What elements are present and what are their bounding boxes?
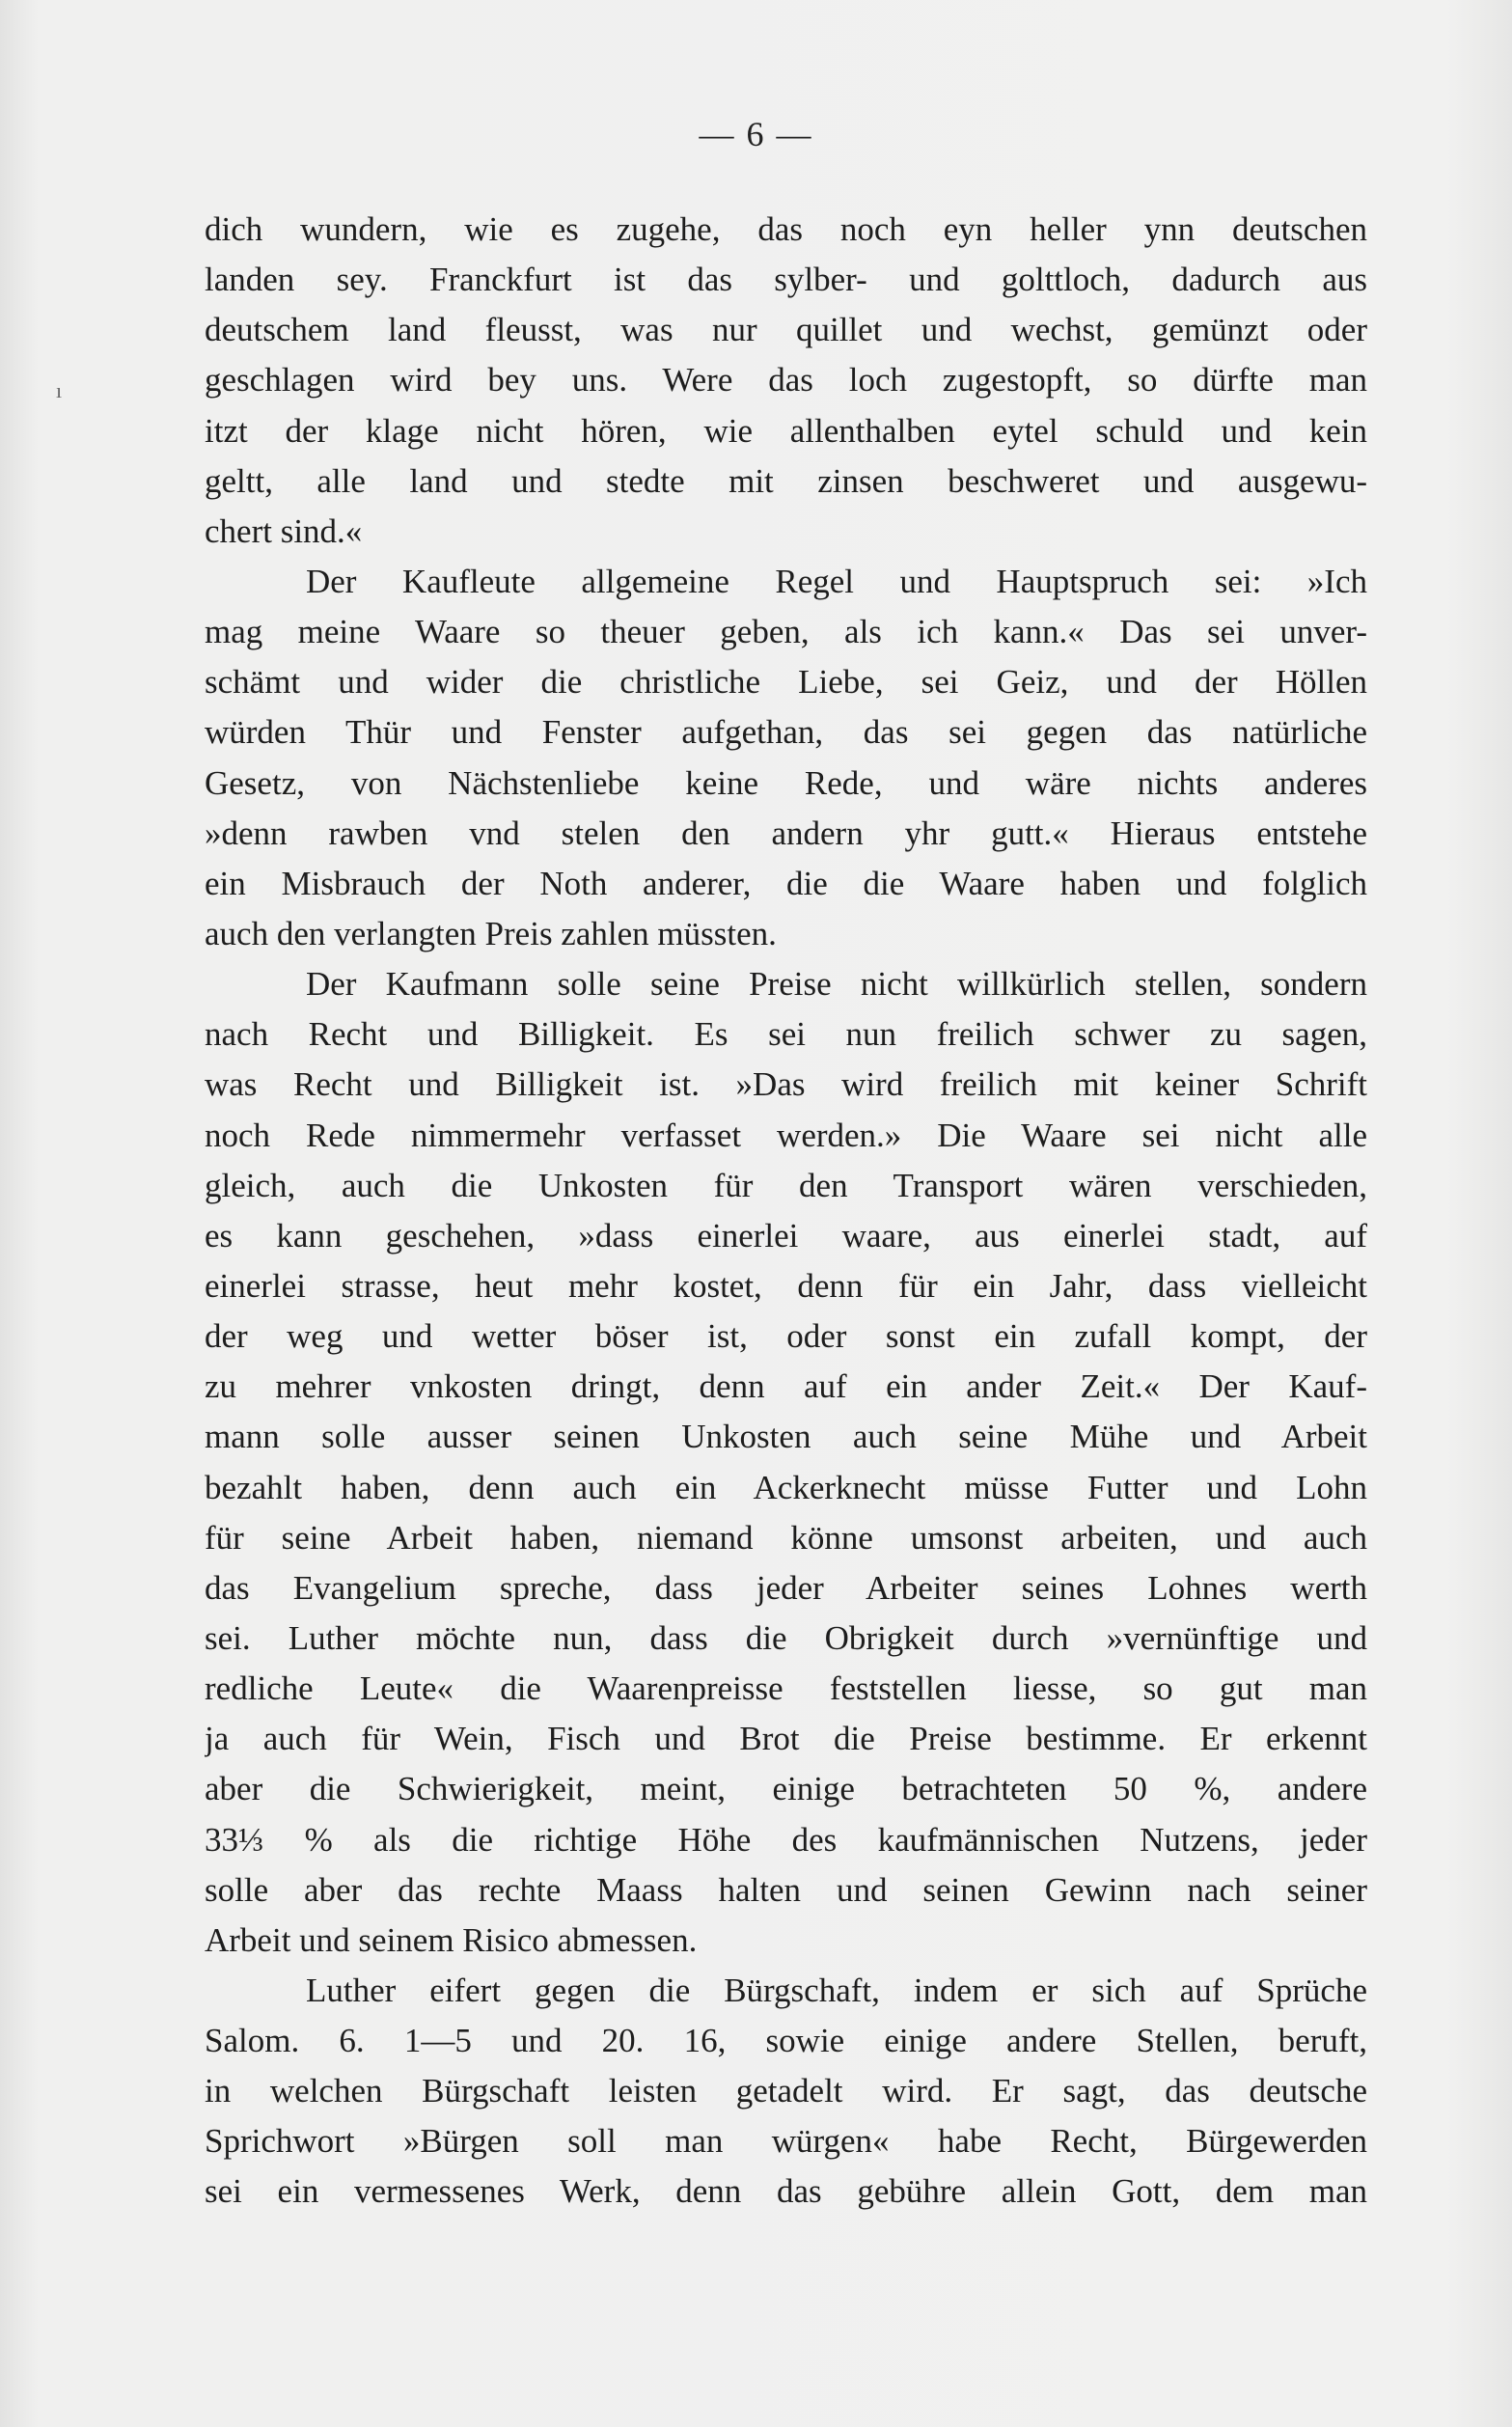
text-line: Der Kaufmann solle seine Preise nicht willkürlich stellen, sondern <box>306 965 1367 1004</box>
text-line: das Evangelium spreche, dass jeder Arbeiter seines Lohnes werth <box>205 1568 1367 1607</box>
text-line: ein Misbrauch der Noth anderer, die die Waare haben und folglich <box>205 864 1367 902</box>
text-line: ja auch für Wein, Fisch und Brot die Preise bestimme. Er erkennt <box>205 1720 1367 1758</box>
text-line: itzt der klage nicht hören, wie allenthalben eytel schuld und kein <box>205 411 1367 450</box>
text-line: schämt und wider die christliche Liebe, sei Geiz, und der Höllen <box>205 663 1367 702</box>
text-line: bezahlt haben, denn auch ein Ackerknecht müsse Futter und Lohn <box>205 1468 1367 1506</box>
text-line: landen sey. Franckfurt ist das sylber- und golttloch, dadurch aus <box>205 261 1367 299</box>
text-line: noch Rede nimmermehr verfasset werden.» Die Waare sei nicht alle <box>205 1116 1367 1154</box>
margin-mark: ı <box>56 378 63 402</box>
text-line: deutschem land fleusst, was nur quillet und wechst, gemünzt oder <box>205 311 1367 349</box>
text-line: 33⅓ % als die richtige Höhe des kaufmännischen Nutzens, jeder <box>205 1820 1367 1859</box>
text-line: der weg und wetter böser ist, oder sonst ein zufall kompt, der <box>205 1317 1367 1356</box>
text-line: dich wundern, wie es zugehe, das noch eyn heller ynn deutschen <box>205 210 1367 248</box>
text-line: sei. Luther möchte nun, dass die Obrigkeit durch »vernünftige und <box>205 1618 1367 1657</box>
text-line: Arbeit und seinem Risico abmessen. <box>205 1920 698 1959</box>
text-line: zu mehrer vnkosten dringt, denn auf ein ander Zeit.« Der Kauf- <box>205 1367 1367 1406</box>
text-line: aber die Schwierigkeit, meint, einige betrachteten 50 %, andere <box>205 1770 1367 1808</box>
text-line: geltt, alle land und stedte mit zinsen beschweret und ausgewu- <box>205 461 1367 500</box>
text-line: mann solle ausser seinen Unkosten auch seine Mühe und Arbeit <box>205 1418 1367 1456</box>
text-line: einerlei strasse, heut mehr kostet, denn für ein Jahr, dass vielleicht <box>205 1266 1367 1305</box>
text-line: was Recht und Billigkeit ist. »Das wird freilich mit keiner Schrift <box>205 1065 1367 1104</box>
text-line: Luther eifert gegen die Bürgschaft, indem er sich auf Sprüche <box>306 1971 1367 2009</box>
text-line: mag meine Waare so theuer geben, als ich kann.« Das sei unver- <box>205 613 1367 651</box>
text-line: »denn rawben vnd stelen den andern yhr gutt.« Hieraus entstehe <box>205 814 1367 852</box>
text-line: gleich, auch die Unkosten für den Transport wären verschieden, <box>205 1166 1367 1204</box>
text-line: es kann geschehen, »dass einerlei waare, aus einerlei stadt, auf <box>205 1216 1367 1255</box>
text-line: Sprichwort »Bürgen soll man würgen« habe Recht, Bürgewerden <box>205 2122 1367 2161</box>
text-line: Gesetz, von Nächstenliebe keine Rede, und wäre nichts anderes <box>205 763 1367 802</box>
text-line: redliche Leute« die Waarenpreisse feststellen liesse, so gut man <box>205 1669 1367 1708</box>
text-line: auch den verlangten Preis zahlen müssten. <box>205 914 777 952</box>
text-line: chert sind.« <box>205 511 363 550</box>
text-line: Der Kaufleute allgemeine Regel und Hauptspruch sei: »Ich <box>306 562 1367 600</box>
text-line: solle aber das rechte Maass halten und seinen Gewinn nach seiner <box>205 1870 1367 1909</box>
text-line: nach Recht und Billigkeit. Es sei nun freilich schwer zu sagen, <box>205 1015 1367 1054</box>
text-line: sei ein vermessenes Werk, denn das gebühre allein Gott, dem man <box>205 2172 1367 2211</box>
text-line: für seine Arbeit haben, niemand könne umsonst arbeiten, und auch <box>205 1518 1367 1557</box>
body-text <box>205 205 1367 2218</box>
text-line: geschlagen wird bey uns. Were das loch zugestopft, so dürfte man <box>205 361 1367 400</box>
page-number: — 6 — <box>699 115 813 153</box>
text-line: in welchen Bürgschaft leisten getadelt wird. Er sagt, das deutsche <box>205 2072 1367 2110</box>
text-line: Salom. 6. 1—5 und 20. 16, sowie einige andere Stellen, beruft, <box>205 2022 1367 2060</box>
text-line: würden Thür und Fenster aufgethan, das sei gegen das natürliche <box>205 713 1367 752</box>
